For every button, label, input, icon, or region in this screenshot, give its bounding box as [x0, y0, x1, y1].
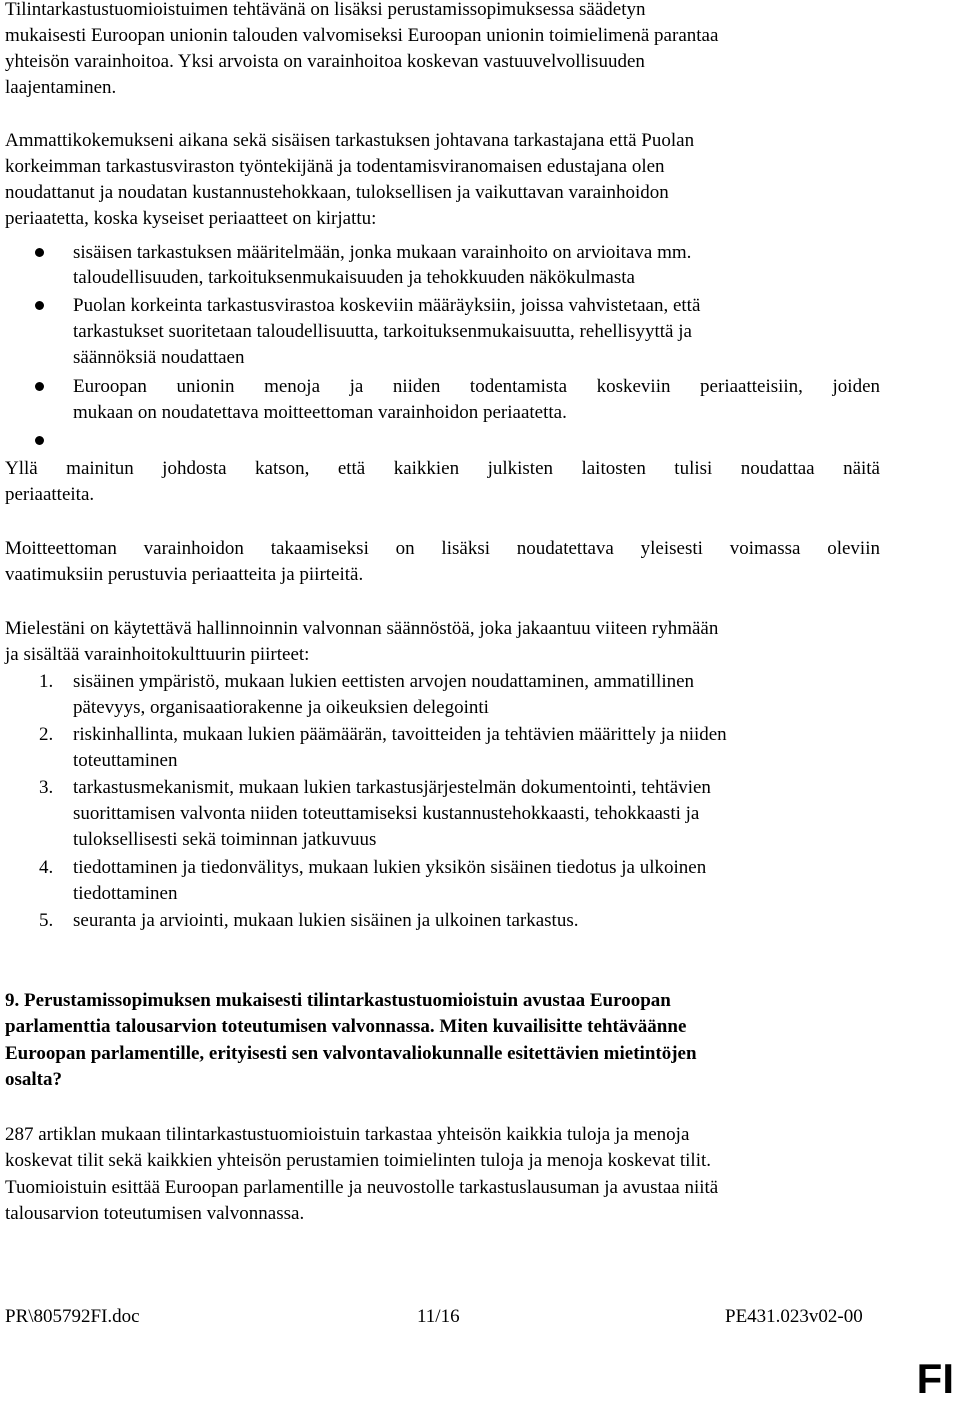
bullet-line: taloudellisuuden, tarkoituksenmukaisuuden ja tehokkuuden näkökulmasta — [73, 267, 635, 288]
experience-line: korkeimman tarkastusviraston työntekijänä ja todentamisviranomaisen edustajana olen — [5, 156, 665, 177]
intro-line: laajentaminen. — [5, 77, 117, 98]
intro-line: yhteisön varainhoitoa. Yksi arvoista on varainhoitoa koskevan vastuuvelvollisuuden — [5, 51, 645, 72]
list-item-line: tiedottaminen ja tiedonvälitys, mukaan lukien yksikön sisäinen tiedotus ja ulkoinen — [73, 857, 707, 878]
experience-line: periaatetta, koska kyseiset periaatteet on kirjattu: — [5, 208, 377, 229]
footer-pe-ref: PE431.023v02-00 — [725, 1306, 863, 1327]
language-code: FI — [916, 1355, 954, 1402]
bullet-marker — [35, 301, 44, 310]
answer-line: koskevat tilit sekä kaikkien yhteisön perustamien toimielinten tuloja ja menoja koskevat tilit. — [5, 1150, 712, 1171]
list-item-line: pätevyys, organisaatiorakenne ja oikeuksien delegointi — [73, 697, 489, 718]
conclusion-line: Yllä mainitun johdosta katson, että kaikkien julkisten laitosten tulisi noudattaa näitä — [5, 458, 880, 479]
footer-page-number: 11/16 — [417, 1306, 460, 1327]
list-item-line: sisäinen ympäristö, mukaan lukien eettisten arvojen noudattaminen, ammatillinen — [73, 671, 695, 692]
list-item-line: tarkastusmekanismit, mukaan lukien tarkastusjärjestelmän dokumentointi, tehtävien — [73, 777, 711, 798]
conclusion-line: periaatteita. — [5, 484, 95, 505]
question-line: Euroopan parlamentille, erityisesti sen valvontavaliokunnalle esitettävien mietintöjen — [5, 1043, 697, 1064]
intro-line: mukaisesti Euroopan unionin talouden valvomiseksi Euroopan unionin toimielimenä parantaa — [5, 25, 719, 46]
list-number: 3. — [39, 777, 54, 798]
question-line: osalta? — [5, 1069, 62, 1090]
question-line: parlamenttia talousarvion toteutumisen valvonnassa. Miten kuvailisitte tehtäväänne — [5, 1016, 687, 1037]
bullet-marker — [35, 248, 44, 257]
question-line: 9. Perustamissopimuksen mukaisesti tilintarkastustuomioistuin avustaa Euroopan — [5, 990, 671, 1011]
opinion-line: Mielestäni on käytettävä hallinnoinnin valvonnan säännöstöä, joka jakaantuu viiteen ryhmään — [5, 618, 719, 639]
bullet-line: Euroopan unionin menoja ja niiden todentamista koskeviin periaatteisiin, joiden — [73, 376, 880, 397]
experience-line: Ammattikokemukseni aikana sekä sisäisen tarkastuksen johtavana tarkastajana että Puolan — [5, 130, 695, 151]
bullet-line: Puolan korkeinta tarkastusvirastoa koskeviin määräyksiin, joissa vahvistetaan, että — [73, 295, 701, 316]
bullet-marker — [35, 436, 44, 445]
list-item-line: toteuttaminen — [73, 750, 178, 771]
requirements-line: Moitteettoman varainhoidon takaamiseksi on lisäksi noudatettava yleisesti voimassa oleviin — [5, 538, 880, 559]
list-item-line: tuloksellisesti sekä toiminnan jatkuvuus — [73, 829, 377, 850]
answer-line: talousarvion toteutumisen valvonnassa. — [5, 1203, 305, 1224]
intro-line: Tilintarkastustuomioistuimen tehtävänä on lisäksi perustamissopimuksessa säädetyn — [5, 0, 646, 20]
list-item-line: riskinhallinta, mukaan lukien päämäärän, tavoitteiden ja tehtävien määrittely ja niiden — [73, 724, 727, 745]
list-item-line: tiedottaminen — [73, 883, 178, 904]
list-item-line: suorittamisen valvonta niiden toteuttamiseksi kustannustehokkaasti, tehokkaasti ja — [73, 803, 700, 824]
list-number: 5. — [39, 910, 54, 931]
bullet-line: mukaan on noudatettava moitteettoman varainhoidon periaatetta. — [73, 402, 567, 423]
bullet-line: säännöksiä noudattaen — [73, 347, 245, 368]
bullet-line: tarkastukset suoritetaan taloudellisuutta, tarkoituksenmukaisuutta, rehellisyyttä ja — [73, 321, 692, 342]
list-number: 1. — [39, 671, 54, 692]
list-number: 4. — [39, 857, 54, 878]
footer-doc-ref: PR\805792FI.doc — [5, 1306, 140, 1327]
bullet-marker — [35, 382, 44, 391]
experience-line: noudattanut ja noudatan kustannustehokkaan, tuloksellisen ja vaikuttavan varainhoidon — [5, 182, 669, 203]
list-item-line: seuranta ja arviointi, mukaan lukien sisäinen ja ulkoinen tarkastus. — [73, 910, 579, 931]
answer-line: 287 artiklan mukaan tilintarkastustuomioistuin tarkastaa yhteisön kaikkia tuloja ja menoja — [5, 1124, 690, 1145]
list-number: 2. — [39, 724, 54, 745]
requirements-line: vaatimuksiin perustuvia periaatteita ja piirteitä. — [5, 564, 364, 585]
answer-line: Tuomioistuin esittää Euroopan parlamentille ja neuvostolle tarkastuslausuman ja avustaa niitä — [5, 1177, 719, 1198]
bullet-line: sisäisen tarkastuksen määritelmään, jonka mukaan varainhoito on arvioitava mm. — [73, 242, 692, 263]
opinion-line: ja sisältää varainhoitokulttuurin piirteet: — [5, 644, 310, 665]
